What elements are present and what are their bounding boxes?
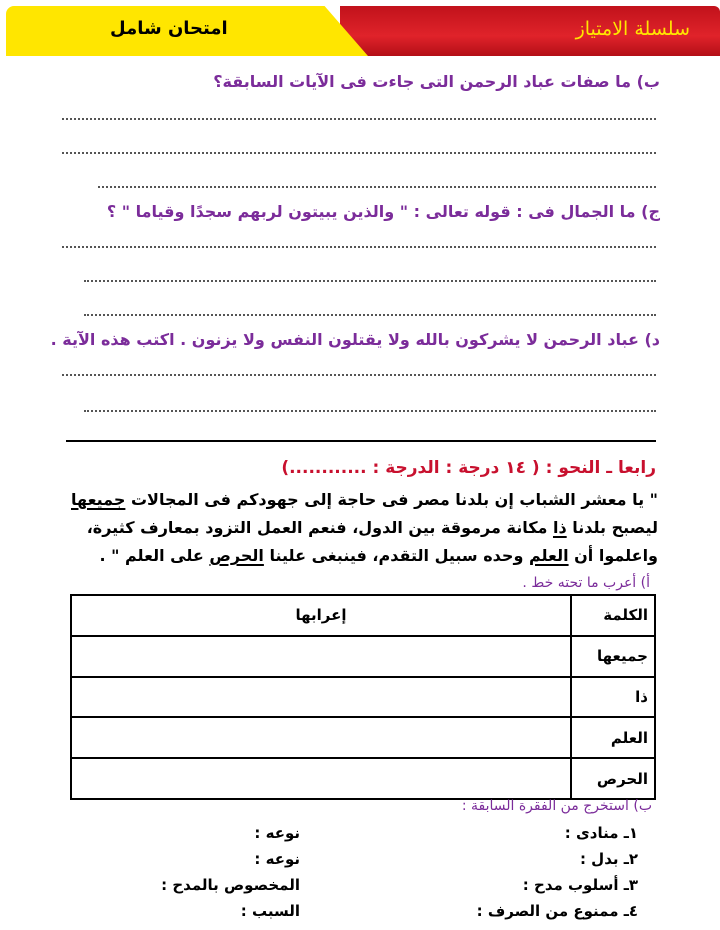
section-score: : ( ١٤ درجة : الدرجة : ............)	[281, 458, 553, 478]
extract-item-3-detail: المخصوص بالمدح :	[161, 876, 300, 894]
table-header-row	[71, 595, 655, 636]
sub-question-a: أ) أعرب ما تحته خط .	[522, 575, 650, 591]
extract-item-2-type: نوعه :	[254, 850, 300, 868]
answer-line	[84, 314, 656, 316]
column-header-parse: إعرابها	[71, 595, 571, 636]
answer-line	[98, 186, 656, 188]
table-row	[71, 717, 655, 758]
answer-cell[interactable]	[71, 636, 571, 677]
table-cell-word: الحرص	[571, 758, 655, 799]
sub-question-b: ب) استخرج من الفقرة السابقة :	[461, 798, 652, 814]
question-b: ب) ما صفات عباد الرحمن التى جاءت فى الآيات السابقة؟	[213, 72, 660, 91]
answer-line	[62, 152, 656, 154]
series-title: سلسلة الامتياز	[575, 18, 690, 40]
underlined-word: الحرص	[209, 546, 264, 565]
extract-item-1-type: نوعه :	[254, 824, 300, 842]
table-row	[71, 758, 655, 799]
answer-line	[84, 280, 656, 282]
passage-text: " يا معشر الشباب إن بلدنا مصر فى حاجة إلى جهودكم فى المجالات	[125, 490, 658, 509]
passage-line-3	[99, 546, 658, 565]
question-c: ج) ما الجمال فى : قوله تعالى : " والذين يبيتون لربهم سجدًا وقياما " ؟	[106, 202, 660, 221]
passage-text: وحده سبيل التقدم، فينبغى علينا	[263, 546, 529, 565]
exam-title: امتحان شامل	[110, 18, 228, 39]
underlined-word: جميعها	[71, 490, 126, 509]
parsing-table	[70, 594, 656, 800]
section-title: رابعا ـ النحو	[558, 458, 656, 478]
extract-item-3: ٣ـ أسلوب مدح :	[522, 876, 638, 894]
answer-line	[62, 246, 656, 248]
table-cell-word: العلم	[571, 717, 655, 758]
underlined-word: العلم	[528, 546, 569, 565]
passage-text: ليصبح بلدنا	[566, 518, 658, 537]
question-d: د) عباد الرحمن لا يشركون بالله ولا يقتلون النفس ولا يزنون . اكتب هذه الآية .	[50, 330, 660, 349]
answer-line	[62, 374, 656, 376]
passage-text: واعلموا أن	[568, 546, 658, 565]
passage-line-2	[87, 518, 658, 537]
column-header-word: الكلمة	[571, 595, 655, 636]
section-heading	[281, 458, 656, 478]
table-cell-word: جميعها	[571, 636, 655, 677]
table-row	[71, 677, 655, 718]
section-divider	[66, 440, 656, 442]
underlined-word: ذا	[552, 518, 567, 537]
passage-text: على العلم " .	[99, 546, 210, 565]
answer-cell[interactable]	[71, 758, 571, 799]
extract-item-4-reason: السبب :	[240, 902, 300, 920]
extract-item-4: ٤ـ ممنوع من الصرف :	[476, 902, 638, 920]
extract-item-2: ٢ـ بدل :	[579, 850, 638, 868]
answer-line	[84, 410, 656, 412]
answer-cell[interactable]	[71, 717, 571, 758]
page-header	[0, 0, 720, 64]
table-cell-word: ذا	[571, 677, 655, 718]
table-row	[71, 636, 655, 677]
extract-item-1: ١ـ منادى :	[564, 824, 638, 842]
passage-text: مكانة مرموقة بين الدول، فنعم العمل التزود بمعارف كثيرة،	[86, 518, 553, 537]
answer-line	[62, 118, 656, 120]
passage-line-1	[71, 490, 658, 509]
answer-cell[interactable]	[71, 677, 571, 718]
